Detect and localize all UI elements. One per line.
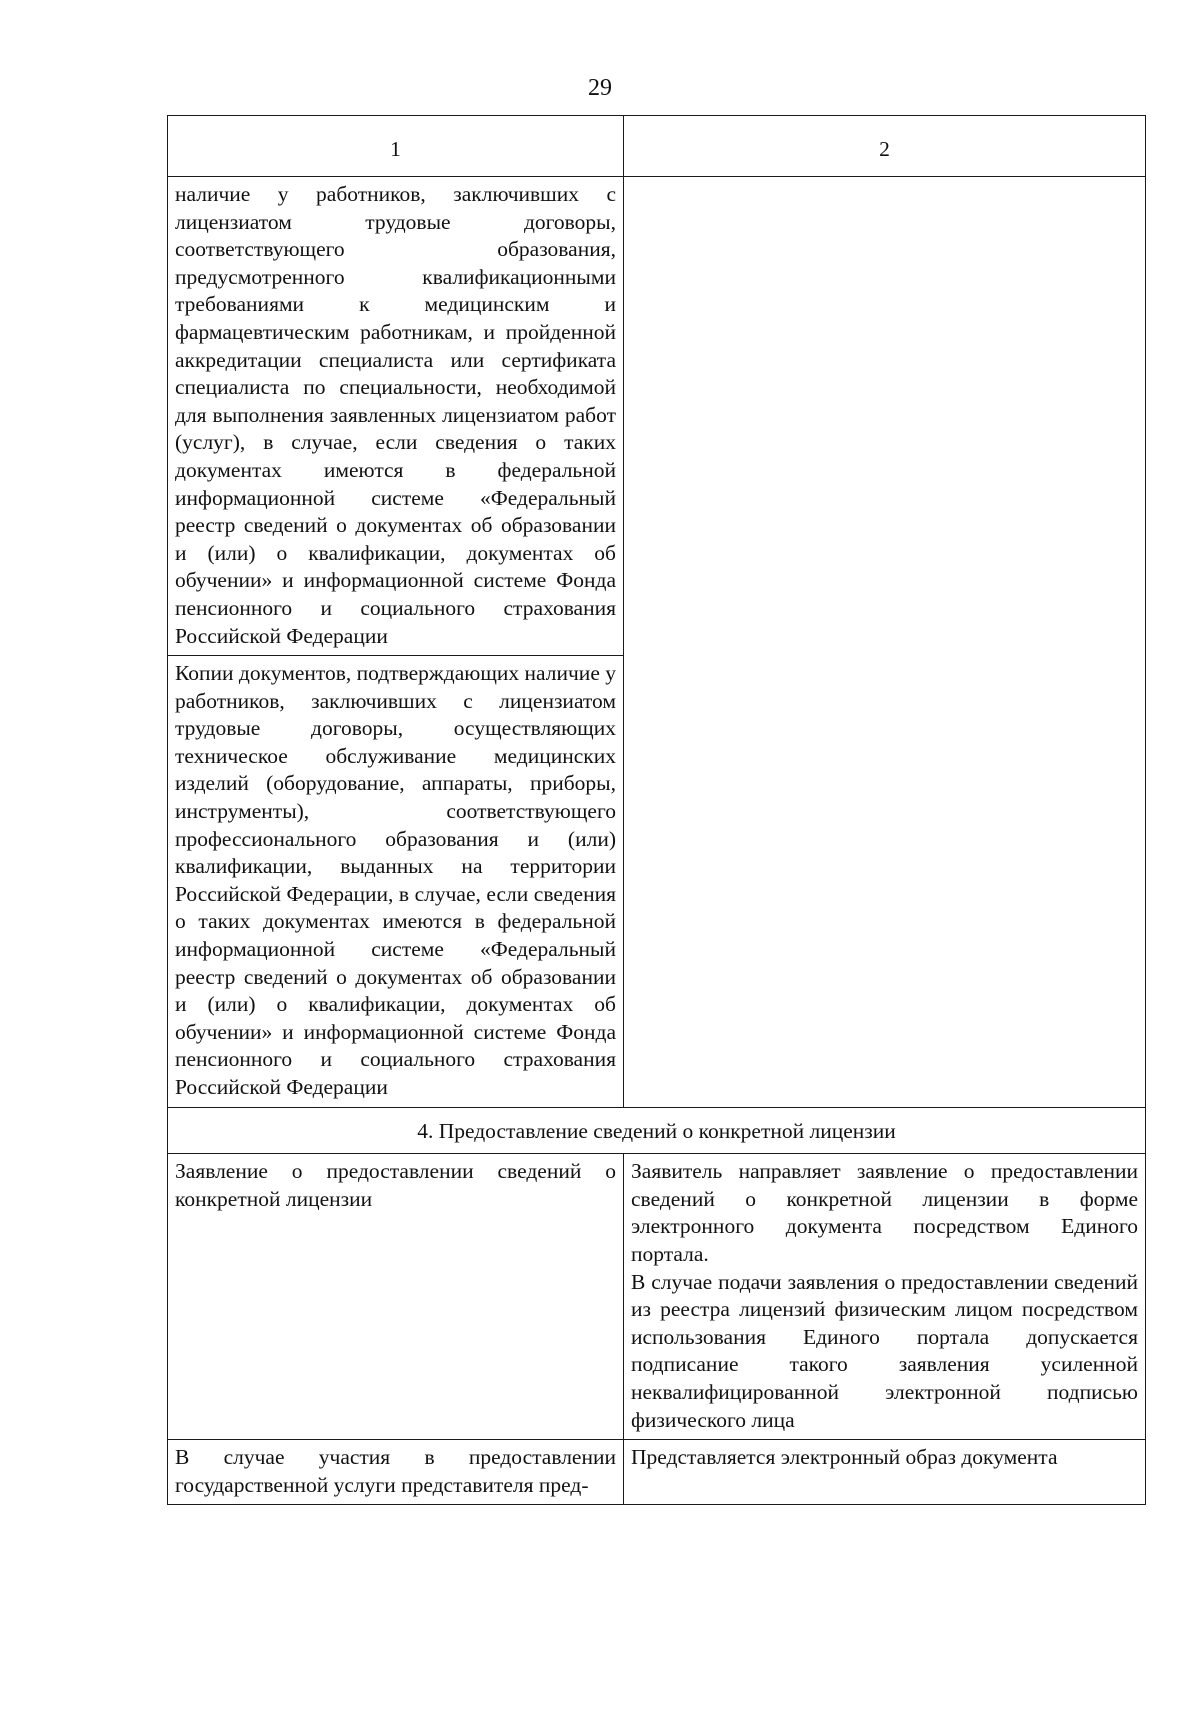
page-number: 29 — [588, 75, 612, 101]
table-row — [168, 1440, 1146, 1505]
table-cell-document: Заявление о предоставлении сведений о конкретной лицензии — [168, 1154, 624, 1440]
requirements-table — [167, 115, 1146, 1505]
section-title: 4. Предоставление сведений о конкретной лицензии — [168, 1107, 1146, 1154]
table-cell-requirement: наличие у работников, заключивших с лицензиатом трудовые договоры, соответствующего образования, предусмотренного квалификационными требованиями к медицинским и фармацевтическим работникам, и пройденной аккредитации специалиста или сертификата специалиста по специальности, необходимой для выполнения заявленных лицензиатом работ (услуг), в случае, если сведения о таких документах имеются в федеральной информационной системе «Федеральный реестр сведений о документах об образовании и (или) о квалификации, документах об обучении» и информационной системе Фонда пенсионного и социального страхования Российской Федерации — [168, 177, 624, 656]
column-header-2: 2 — [624, 116, 1146, 177]
table-cell-requirement: Копии документов, подтверждающих наличие у работников, заключивших с лицензиатом трудовые договоры, осуществляющих техническое обслуживание медицинских изделий (оборудование, аппараты, приборы, инструменты), соответствующего профессионального образования и (или) квалификации, выданных на территории Российской Федерации, в случае, если сведения о таких документах имеются в федеральной информационной системе «Федеральный реестр сведений о документах об образовании и (или) о квалификации, документах об обучении» и информационной системе Фонда пенсионного и социального страхования Российской Федерации — [168, 656, 624, 1108]
table-row — [168, 177, 1146, 656]
table-row — [168, 1154, 1146, 1440]
table-cell-procedure — [624, 1154, 1146, 1440]
table-header-row — [168, 116, 1146, 177]
table-cell-note — [624, 177, 1146, 1108]
table-cell-procedure: Представляется электронный образ документа — [624, 1440, 1146, 1505]
table-cell-document: В случае участия в предоставлении государственной услуги представителя пред- — [168, 1440, 624, 1505]
column-header-1: 1 — [168, 116, 624, 177]
section-row — [168, 1107, 1146, 1154]
procedure-paragraph: В случае подачи заявления о предоставлении сведений из реестра лицензий физическим лицом посредством использования Единого портала допускается подписание такого заявления усиленной неквалифицированной электронной подписью физического лица — [631, 1269, 1138, 1432]
procedure-paragraph: Заявитель направляет заявление о предоставлении сведений о конкретной лицензии в форме электронного документа посредством Единого портала. — [631, 1159, 1138, 1266]
